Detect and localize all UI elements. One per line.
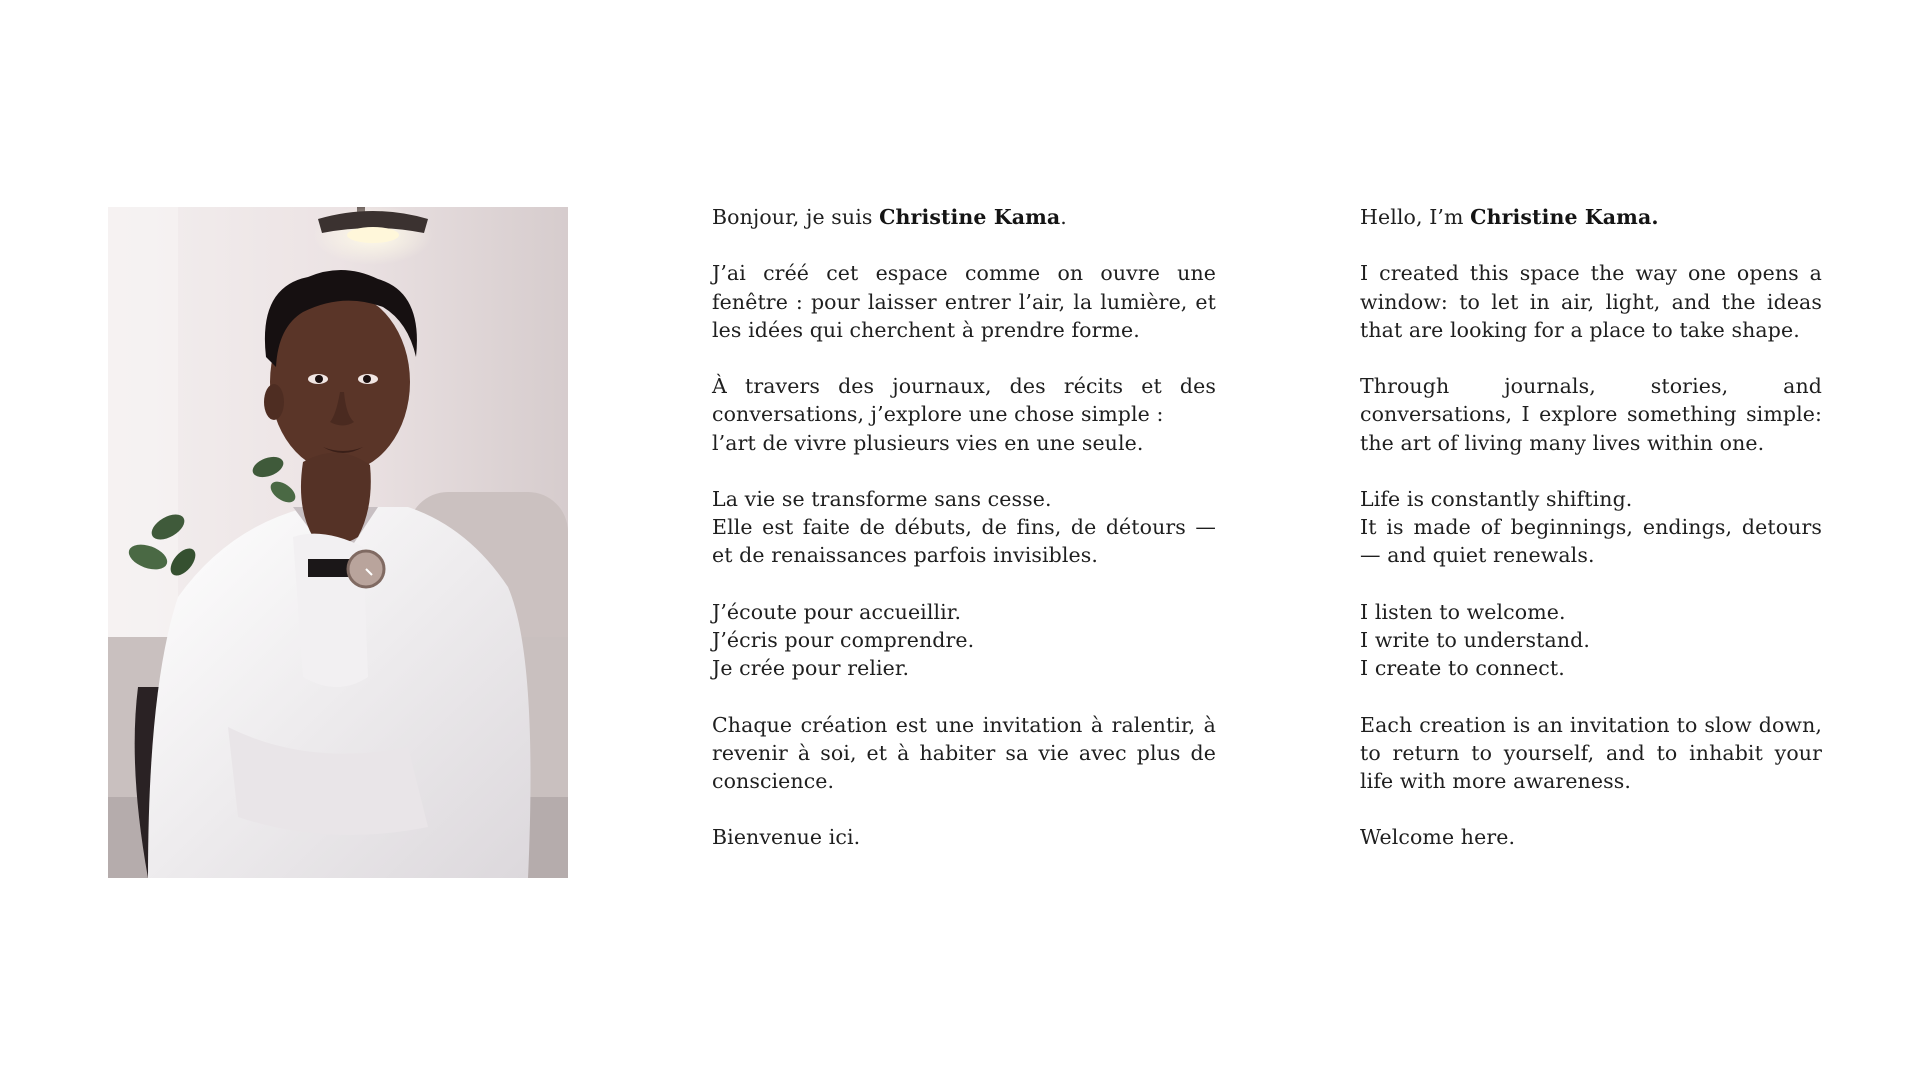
english-paragraph-5: Each creation is an invitation to slow down, to return to yourself, and to inhabit your life with more awareness. <box>1360 712 1822 793</box>
english-greeting <box>1360 203 1822 231</box>
french-paragraph-2 <box>712 372 1216 457</box>
french-closing: Bienvenue ici. <box>712 825 861 850</box>
english-paragraph-3-line-2: It is made of beginnings, endings, detours — and quiet renewals. <box>1360 515 1822 568</box>
english-column <box>1360 203 1822 880</box>
hand <box>301 453 371 545</box>
lamp-bulb <box>347 227 399 243</box>
french-paragraph-2-line-2: l’art de vivre plusieurs vies en une seule. <box>712 430 1144 455</box>
portrait-illustration <box>108 207 568 878</box>
portrait-photo <box>108 207 568 878</box>
french-paragraph-2-line-1: À travers des journaux, des récits et des conversations, j’explore une chose simple : <box>712 374 1216 427</box>
french-paragraph-4 <box>712 598 1216 683</box>
english-paragraph-3-line-1: Life is constantly shifting. <box>1360 486 1633 511</box>
english-closing: Welcome here. <box>1360 825 1516 850</box>
french-column <box>712 203 1216 880</box>
french-paragraph-3-line-2: Elle est faite de débuts, de fins, de détours — et de renaissances parfois invisibles. <box>712 515 1216 568</box>
french-paragraph-4-line-3: Je crée pour relier. <box>712 656 910 681</box>
english-paragraph-3 <box>1360 485 1822 570</box>
french-paragraph-5: Chaque création est une invitation à ralentir, à revenir à soi, et à habiter sa vie avec plus de conscience. <box>712 712 1216 793</box>
french-greeting-suffix: . <box>1060 205 1067 229</box>
french-greeting-prefix: Bonjour, je suis <box>712 205 880 229</box>
english-paragraph-4-line-3: I create to connect. <box>1360 656 1565 681</box>
french-greeting-name: Christine Kama <box>879 205 1061 229</box>
french-greeting <box>712 203 1216 231</box>
english-paragraph-4 <box>1360 598 1822 683</box>
french-paragraph-1: J’ai créé cet espace comme on ouvre une fenêtre : pour laisser entrer l’air, la lumière, et les idées qui cherchent à prendre forme. <box>712 261 1216 342</box>
french-paragraph-4-line-1: J’écoute pour accueillir. <box>712 599 962 624</box>
french-paragraph-4-line-2: J’écris pour comprendre. <box>712 627 975 652</box>
english-greeting-prefix: Hello, I’m <box>1360 205 1471 229</box>
english-greeting-name: Christine Kama. <box>1470 205 1659 229</box>
english-paragraph-4-line-1: I listen to welcome. <box>1360 599 1566 624</box>
french-paragraph-3 <box>712 485 1216 570</box>
english-paragraph-1: I created this space the way one opens a window: to let in air, light, and the ideas that are looking for a place to take shape. <box>1360 261 1822 342</box>
english-paragraph-2: Through journals, stories, and conversations, I explore something simple: the art of living many lives within one. <box>1360 374 1822 455</box>
french-paragraph-3-line-1: La vie se transforme sans cesse. <box>712 486 1052 511</box>
english-paragraph-4-line-2: I write to understand. <box>1360 627 1590 652</box>
